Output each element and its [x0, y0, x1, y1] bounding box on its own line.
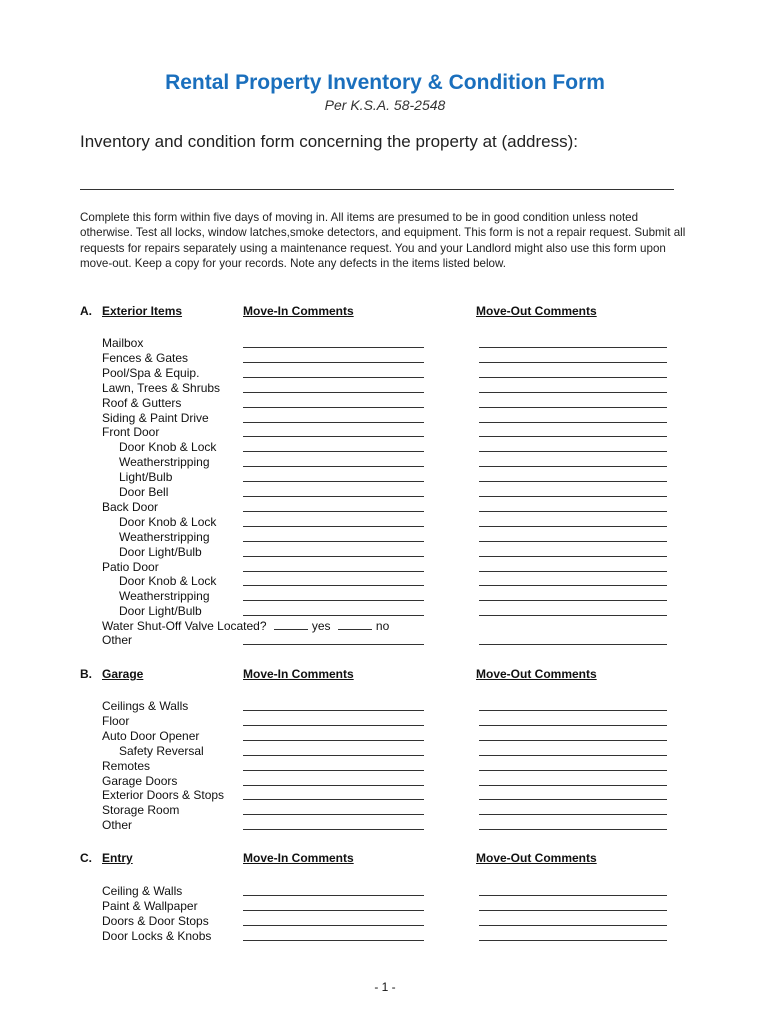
move-in-comment-line[interactable]	[243, 814, 424, 815]
list-item	[0, 744, 770, 759]
list-item	[0, 803, 770, 818]
move-in-comment-line[interactable]	[243, 725, 424, 726]
item-label: Ceilings & Walls	[102, 699, 189, 713]
move-out-comment-line[interactable]	[479, 585, 667, 586]
move-in-comment-line[interactable]	[243, 799, 424, 800]
move-in-comment-line[interactable]	[243, 362, 424, 363]
page-title: Rental Property Inventory & Condition Form	[165, 71, 605, 94]
list-item	[0, 788, 770, 803]
move-out-comment-line[interactable]	[479, 785, 667, 786]
item-label: Door Knob & Lock	[119, 440, 217, 455]
move-in-comment-line[interactable]	[243, 392, 424, 393]
list-item	[0, 899, 770, 914]
section-letter: B.	[80, 667, 92, 681]
item-label: Fences & Gates	[102, 350, 189, 365]
move-in-comment-line[interactable]	[243, 407, 424, 408]
item-label: Door Knob & Lock	[119, 574, 217, 589]
move-in-comment-line[interactable]	[243, 740, 424, 741]
list-item	[0, 729, 770, 744]
list-item	[0, 759, 770, 774]
item-label: Light/Bulb	[119, 470, 173, 485]
item-label: Back Door	[102, 499, 159, 514]
list-item	[0, 396, 770, 411]
list-item	[0, 470, 770, 485]
move-out-comment-line[interactable]	[479, 799, 667, 800]
move-in-column-header: Move-In Comments	[243, 304, 354, 318]
item-label: Exterior Doors & Stops	[102, 788, 225, 803]
valve-yes-label: yes	[311, 619, 331, 633]
list-item	[0, 336, 770, 351]
list-item	[0, 604, 770, 619]
move-in-comment-line[interactable]	[243, 347, 424, 348]
list-item	[0, 818, 770, 833]
list-item	[0, 714, 770, 729]
list-item	[0, 366, 770, 381]
move-out-comment-line[interactable]	[479, 466, 667, 467]
list-item	[0, 381, 770, 396]
item-label: Door Knob & Lock	[119, 514, 217, 529]
list-item-exterior-other	[0, 633, 770, 648]
item-label: Storage Room	[102, 803, 180, 818]
move-in-comment-line[interactable]	[243, 925, 424, 926]
list-item	[0, 545, 770, 560]
move-in-comment-line[interactable]	[243, 526, 424, 527]
item-label: Ceiling & Walls	[102, 884, 183, 898]
move-in-comment-line[interactable]	[243, 895, 424, 896]
move-in-comment-line[interactable]	[243, 829, 424, 830]
item-label: Roof & Gutters	[102, 395, 182, 410]
move-in-comment-line[interactable]	[243, 422, 424, 423]
move-in-column-header: Move-In Comments	[243, 667, 354, 681]
list-item	[0, 515, 770, 530]
list-item	[0, 914, 770, 929]
move-in-comment-line[interactable]	[243, 541, 424, 542]
move-out-comment-line[interactable]	[479, 481, 667, 482]
move-out-comment-line[interactable]	[479, 644, 667, 645]
section-letter: C.	[80, 851, 92, 865]
move-out-comment-line[interactable]	[479, 496, 667, 497]
move-out-comment-line[interactable]	[479, 541, 667, 542]
list-item	[0, 440, 770, 455]
move-out-column-header: Move-Out Comments	[476, 304, 597, 318]
move-in-comment-line[interactable]	[243, 556, 424, 557]
move-out-comment-line[interactable]	[479, 755, 667, 756]
valve-no-label: no	[375, 619, 390, 633]
move-out-comment-line[interactable]	[479, 615, 667, 616]
list-item	[0, 774, 770, 789]
item-label: Other	[102, 818, 133, 833]
move-out-comment-line[interactable]	[479, 829, 667, 830]
item-label: Front Door	[102, 425, 160, 440]
valve-question-label: Water Shut-Off Valve Located?	[102, 619, 267, 633]
move-out-comment-line[interactable]	[479, 910, 667, 911]
move-out-comment-line[interactable]	[479, 571, 667, 572]
move-out-comment-line[interactable]	[479, 392, 667, 393]
list-item	[0, 560, 770, 575]
move-in-comment-line[interactable]	[243, 644, 424, 645]
move-in-comment-line[interactable]	[243, 600, 424, 601]
move-in-comment-line[interactable]	[243, 615, 424, 616]
section-name: Garage	[102, 667, 144, 681]
move-out-comment-line[interactable]	[479, 451, 667, 452]
item-label: Weatherstripping	[119, 455, 210, 470]
instructions-paragraph: Complete this form within five days of moving in. All items are presumed to be in good condition unless noted otherwise. Test all locks, window latches,smoke detectors, and equipment. This form is not a repair request. Submit all requests for repairs separately using a maintenance request. You and your Landlord might also use this form upon move-out. Keep a copy for your records. Note any defects in the items listed below.	[80, 211, 686, 271]
item-label: Weatherstripping	[119, 529, 210, 544]
list-item	[0, 500, 770, 515]
list-item	[0, 884, 770, 899]
move-in-comment-line[interactable]	[243, 910, 424, 911]
item-label: Other	[102, 633, 133, 647]
page-number: - 1 -	[374, 980, 396, 994]
address-input-line[interactable]	[80, 189, 674, 190]
move-in-comment-line[interactable]	[243, 511, 424, 512]
move-out-comment-line[interactable]	[479, 422, 667, 423]
item-label: Door Light/Bulb	[119, 604, 202, 619]
list-item	[0, 574, 770, 589]
list-item	[0, 929, 770, 944]
item-label: Floor	[102, 713, 130, 728]
move-out-comment-line[interactable]	[479, 436, 667, 437]
move-in-comment-line[interactable]	[243, 571, 424, 572]
list-item	[0, 455, 770, 470]
move-in-comment-line[interactable]	[243, 785, 424, 786]
valve-yes-blank[interactable]	[274, 619, 308, 630]
move-out-column-header: Move-Out Comments	[476, 667, 597, 681]
item-label: Garage Doors	[102, 773, 178, 788]
item-label: Doors & Door Stops	[102, 913, 209, 928]
move-out-column-header: Move-Out Comments	[476, 851, 597, 865]
move-out-comment-line[interactable]	[479, 710, 667, 711]
item-label: Weatherstripping	[119, 589, 210, 604]
item-label: Mailbox	[102, 336, 144, 350]
move-in-comment-line[interactable]	[243, 496, 424, 497]
move-out-comment-line[interactable]	[479, 814, 667, 815]
address-prompt: Inventory and condition form concerning the property at (address):	[80, 132, 578, 151]
move-in-comment-line[interactable]	[243, 451, 424, 452]
move-in-comment-line[interactable]	[243, 585, 424, 586]
move-in-comment-line[interactable]	[243, 466, 424, 467]
item-label: Door Bell	[119, 485, 169, 499]
move-in-comment-line[interactable]	[243, 940, 424, 941]
move-out-comment-line[interactable]	[479, 362, 667, 363]
section-name: Exterior Items	[102, 304, 183, 318]
item-label: Door Light/Bulb	[119, 544, 202, 559]
item-label: Door Locks & Knobs	[102, 928, 212, 943]
move-out-comment-line[interactable]	[479, 725, 667, 726]
list-item	[0, 425, 770, 440]
move-out-comment-line[interactable]	[479, 895, 667, 896]
move-out-comment-line[interactable]	[479, 925, 667, 926]
move-in-comment-line[interactable]	[243, 755, 424, 756]
list-item	[0, 699, 770, 714]
section-letter: A.	[80, 304, 92, 318]
move-out-comment-line[interactable]	[479, 770, 667, 771]
item-label: Lawn, Trees & Shrubs	[102, 380, 221, 395]
item-label: Auto Door Opener	[102, 728, 200, 743]
move-out-comment-line[interactable]	[479, 556, 667, 557]
item-label: Safety Reversal	[119, 743, 204, 758]
move-in-comment-line[interactable]	[243, 436, 424, 437]
water-valve-question	[102, 619, 389, 633]
list-item	[0, 485, 770, 500]
move-out-comment-line[interactable]	[479, 407, 667, 408]
list-item	[0, 411, 770, 426]
item-label: Siding & Paint Drive	[102, 410, 209, 425]
statute-subtitle: Per K.S.A. 58-2548	[324, 97, 446, 113]
move-in-column-header: Move-In Comments	[243, 851, 354, 865]
section-name: Entry	[102, 851, 133, 865]
move-out-comment-line[interactable]	[479, 940, 667, 941]
move-in-comment-line[interactable]	[243, 770, 424, 771]
move-out-comment-line[interactable]	[479, 740, 667, 741]
list-item	[0, 530, 770, 545]
list-item	[0, 589, 770, 604]
move-in-comment-line[interactable]	[243, 481, 424, 482]
move-in-comment-line[interactable]	[243, 710, 424, 711]
move-out-comment-line[interactable]	[479, 511, 667, 512]
move-out-comment-line[interactable]	[479, 526, 667, 527]
list-item	[0, 351, 770, 366]
item-label: Remotes	[102, 758, 151, 773]
move-out-comment-line[interactable]	[479, 600, 667, 601]
item-label: Patio Door	[102, 559, 159, 574]
item-label: Pool/Spa & Equip.	[102, 365, 200, 380]
item-label: Paint & Wallpaper	[102, 898, 198, 913]
move-out-comment-line[interactable]	[479, 377, 667, 378]
valve-no-blank[interactable]	[338, 619, 372, 630]
move-in-comment-line[interactable]	[243, 377, 424, 378]
move-out-comment-line[interactable]	[479, 347, 667, 348]
